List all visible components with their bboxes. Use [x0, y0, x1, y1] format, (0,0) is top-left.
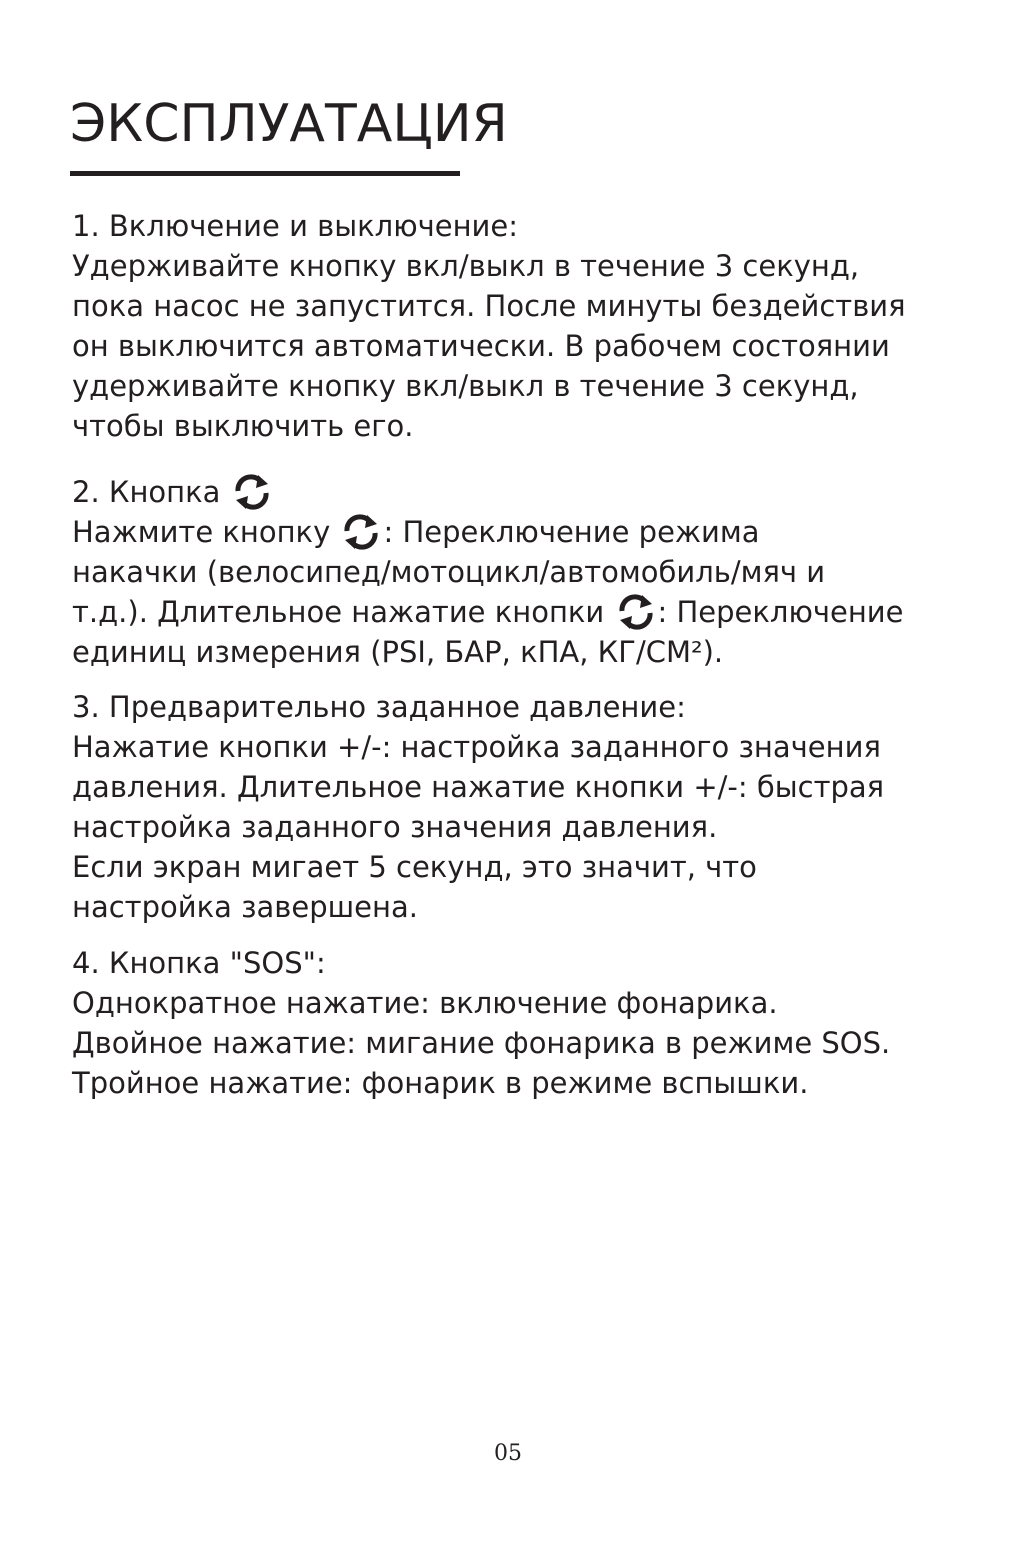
title-underline — [70, 171, 460, 176]
section-heading: 4. Кнопка "SOS": — [72, 946, 326, 980]
text-fragment: : Переключение — [657, 595, 904, 629]
section-text-line: он выключится автоматически. В рабочем состоянии — [72, 329, 890, 363]
section-text-line — [72, 512, 992, 552]
section-text-line: Удерживайте кнопку вкл/выкл в течение 3 секунд, — [72, 249, 860, 283]
section-text-line — [72, 592, 992, 632]
section-text-line: Двойное нажатие: мигание фонарика в режиме SOS. — [72, 1026, 891, 1060]
section-mode-button — [72, 472, 992, 672]
heading-text: 2. Кнопка — [72, 475, 221, 509]
text-fragment: : Переключение режима — [383, 515, 760, 549]
section-power — [72, 206, 992, 446]
section-text-line: Если экран мигает 5 секунд, это значит, что — [72, 850, 757, 884]
section-text-line: удерживайте кнопку вкл/выкл в течение 3 секунд, — [72, 369, 859, 403]
section-text-line: накачки (велосипед/мотоцикл/автомобиль/мяч и — [72, 555, 826, 589]
sync-icon — [614, 592, 658, 632]
section-heading — [72, 472, 992, 512]
section-text-line: Нажатие кнопки +/-: настройка заданного значения — [72, 730, 881, 764]
section-text-line: единиц измерения (PSI, БАР, кПА, КГ/СМ²). — [72, 635, 724, 669]
section-heading: 1. Включение и выключение: — [72, 209, 519, 243]
section-text-line: настройка заданного значения давления. — [72, 810, 718, 844]
section-text-line: Тройное нажатие: фонарик в режиме вспышки. — [72, 1066, 809, 1100]
page-title: ЭКСПЛУАТАЦИЯ — [70, 94, 508, 154]
text-fragment: Нажмите кнопку — [72, 515, 331, 549]
section-text-line: пока насос не запустится. После минуты бездействия — [72, 289, 906, 323]
section-text-line: настройка завершена. — [72, 890, 418, 924]
section-preset-pressure — [72, 687, 992, 927]
section-sos-button — [72, 943, 992, 1103]
section-text-line: Однократное нажатие: включение фонарика. — [72, 986, 778, 1020]
section-heading: 3. Предварительно заданное давление: — [72, 690, 686, 724]
page-number: 05 — [494, 1441, 522, 1466]
sync-icon — [339, 512, 383, 552]
section-text-line: чтобы выключить его. — [72, 409, 414, 443]
section-text-line: давления. Длительное нажатие кнопки +/-: быстрая — [72, 770, 885, 804]
text-fragment: т.д.). Длительное нажатие кнопки — [72, 595, 605, 629]
sync-icon — [230, 472, 274, 512]
